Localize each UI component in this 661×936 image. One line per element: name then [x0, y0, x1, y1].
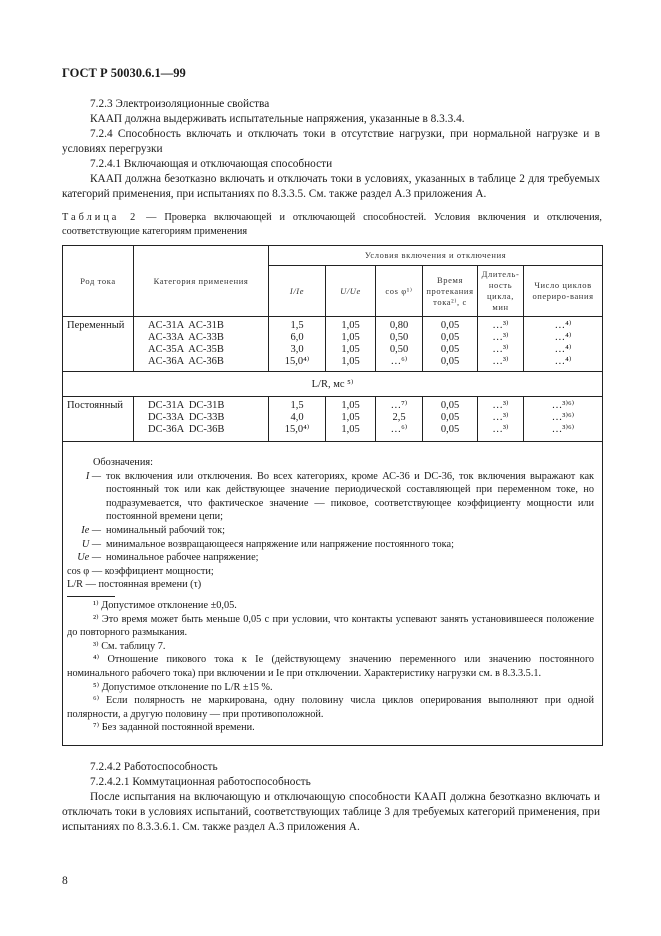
section-heading: 7.2.3 Электроизоляционные свойства: [90, 98, 270, 110]
top-text: [62, 97, 600, 202]
header-rod: Род тока: [63, 246, 134, 317]
legend-cos: cos φ — коэффициент мощности;: [67, 565, 214, 577]
cell-cos: [376, 397, 423, 442]
page-number: 8: [62, 874, 68, 887]
footnote: ⁵⁾ Допустимое отклонение по L/R ±15 %.: [93, 681, 273, 693]
footnote: ⁷⁾ Без заданной постоянной времени.: [93, 722, 255, 734]
legend-definition: номинальный рабочий ток;: [106, 524, 225, 536]
cell-line: 1,5: [290, 320, 304, 331]
legend-item: [67, 551, 594, 565]
footnote: ⁶⁾ Если полярность не маркирована, одну половину числа циклов оперирования выполняют при одной полярности, а другую половину — при противоположной.: [67, 695, 595, 720]
table-caption: [62, 211, 602, 238]
cell-line: …⁴⁾: [554, 356, 572, 367]
header-time: Время протекания тока²⁾, с: [423, 266, 478, 317]
cell-line: 1,05: [341, 320, 360, 331]
cell-line: 1,05: [341, 412, 360, 423]
cell-line: 0,05: [440, 400, 460, 411]
cell-line: …⁴⁾: [554, 332, 572, 343]
cell-cycles: [524, 317, 603, 372]
cell-line: 15,0⁴⁾: [284, 424, 310, 435]
cell-line: DC-33A DC-33B: [148, 412, 225, 423]
footnote: ³⁾ См. таблицу 7.: [93, 640, 166, 652]
cell-line: …⁶⁾: [390, 424, 408, 435]
legend-symbol: Ie —: [81, 524, 101, 536]
cell-line: 0,50: [389, 344, 409, 355]
cell-rod: Постоянный: [63, 397, 134, 442]
legend-definition: минимальное возвращающееся напряжение или напряжение постоянного тока;: [106, 538, 454, 550]
cell-line: …³⁾: [492, 412, 509, 423]
cell-time: [423, 397, 478, 442]
cell-line: 4,0: [290, 412, 304, 423]
cell-line: 0,05: [440, 356, 460, 367]
footnote: ⁴⁾ Отношение пикового тока к Ie (действующему значению переменного или значению постоянного номинального рабочего тока) при включении и Ie при отключении. Характеристику нагрузки см. в 8.3.3.5.1.: [67, 654, 595, 679]
table-row-dc: [63, 397, 603, 442]
table-caption-text: — Проверка включающей и отключающей способностей. Условия включения и отключения, соответствующие категориям применения: [62, 212, 602, 237]
bottom-text: [62, 760, 600, 835]
paragraph: КААП должна выдерживать испытательные напряжения, указанные в 8.3.3.4.: [90, 113, 465, 125]
footnotes: [67, 599, 594, 735]
cell-cos: [376, 317, 423, 372]
cell-line: …³⁾: [492, 356, 509, 367]
cell-line: …³⁾: [492, 400, 509, 411]
table-label: Таблица 2: [62, 212, 139, 223]
cell-line: 1,05: [341, 356, 360, 367]
footnote: ²⁾ Это время может быть меньше 0,05 с при условии, что контакты успевают занять установившееся положение до повторного размыкания.: [67, 613, 595, 639]
cell-line: AC-36A AC-36B: [148, 356, 224, 367]
header-cycles: Число циклов опериро-вания: [524, 266, 603, 317]
cell-line: …³⁾: [492, 320, 509, 331]
cell-line: …⁶⁾: [390, 356, 408, 367]
legend-item: [67, 470, 594, 524]
cell-i: [269, 397, 326, 442]
cell-line: …⁷⁾: [390, 400, 408, 411]
legend-definition: ток включения или отключения. Во всех категориях, кроме АС-36 и DC-36, ток включения выражают как постоянный ток или как действующее значение периодической составляющей при переменном токе, но подразумевается, что фактическое значение — пиковое, соответствующее коэффициенту мощности или постоянной времени цепи;: [106, 470, 595, 523]
cell-line: 0,80: [389, 320, 409, 331]
section-heading: 7.2.4 Способность включать и отключать токи в отсутствие нагрузки, при нормальной нагрузке и в условиях перегрузки: [62, 128, 600, 155]
cell-line: 2,5: [392, 412, 406, 423]
cell-line: 15,0⁴⁾: [284, 356, 310, 367]
footnote: ¹⁾ Допустимое отклонение ±0,05.: [93, 599, 237, 611]
table-and-following-text: [62, 245, 602, 917]
legend-symbol: Ue —: [77, 552, 101, 564]
table-row-ac: [63, 317, 603, 372]
cell-duration: [478, 317, 524, 372]
standard-header: ГОСТ Р 50030.6.1—99: [62, 66, 186, 80]
cell-line: 0,05: [440, 320, 460, 331]
cell-line: …³⁾⁶⁾: [551, 424, 575, 435]
table-2: [62, 245, 603, 746]
cell-line: 1,05: [341, 424, 360, 435]
cell-line: …³⁾⁶⁾: [551, 412, 575, 423]
legend-item: [67, 538, 594, 552]
cell-line: …³⁾: [492, 344, 509, 355]
cell-line: DC-36A DC-36B: [148, 424, 225, 435]
header-duration: Длитель-ность цикла, мин: [478, 266, 524, 317]
cell-line: 1,5: [290, 400, 304, 411]
footnote-divider: [67, 596, 115, 597]
legend-lr: L/R — постоянная времени (τ): [67, 579, 202, 591]
cell-line: 3,0: [290, 344, 304, 355]
cell-u: [326, 317, 376, 372]
cell-line: 6,0: [290, 332, 304, 343]
legend-symbol: I —: [85, 470, 101, 482]
legend-list: [67, 470, 594, 565]
legend-title: Обозначения:: [93, 457, 153, 468]
paragraph: КААП должна безотказно включать и отключать токи в условиях, указанных в таблице 2 для требуемых категорий применения, при испытаниях по 8.3.3.5. См. также раздел А.3 приложения А.: [62, 173, 600, 200]
paragraph: После испытания на включающую и отключающую способности КААП должна безотказно включать и отключать токи в условиях испытаний, соответствующих таблице 3 для требуемых категорий применения, при испытаниях по 8.3.3.6.1. См. также раздел А.3 приложения А.: [62, 790, 600, 833]
cell-categories: [134, 397, 269, 442]
cell-i: [269, 317, 326, 372]
cell-line: 1,05: [341, 332, 360, 343]
cell-rod: Переменный: [63, 317, 134, 372]
legend-item: [67, 524, 594, 538]
cell-line: 1,05: [341, 400, 360, 411]
cell-cycles: [524, 397, 603, 442]
cell-duration: [478, 397, 524, 442]
cell-line: 0,05: [440, 412, 460, 423]
header-i: I/Ie: [269, 266, 326, 317]
cell-line: …³⁾⁶⁾: [551, 400, 575, 411]
header-u: U/Ue: [326, 266, 376, 317]
cell-line: AC-35A AC-35B: [148, 344, 224, 355]
cell-line: AC-33A AC-33B: [148, 332, 224, 343]
legend-definition: номинальное рабочее напряжение;: [106, 552, 259, 564]
cell-categories: [134, 317, 269, 372]
cell-line: 1,05: [341, 344, 360, 355]
lr-row: L/R, мс ⁵⁾: [63, 372, 603, 397]
cell-line: 0,05: [440, 332, 460, 343]
cell-line: …⁴⁾: [554, 344, 572, 355]
cell-line: DC-31A DC-31B: [148, 400, 225, 411]
header-conditions: Условия включения и отключения: [269, 246, 603, 266]
cell-line: …⁴⁾: [554, 320, 572, 331]
cell-line: 0,05: [440, 344, 460, 355]
cell-u: [326, 397, 376, 442]
cell-line: …³⁾: [492, 332, 509, 343]
section-heading: 7.2.4.2 Работоспособность: [90, 760, 218, 773]
section-heading: 7.2.4.2.1 Коммутационная работоспособность: [90, 775, 311, 788]
cell-line: 0,50: [389, 332, 409, 343]
cell-line: …³⁾: [492, 424, 509, 435]
header-cos: cos φ¹⁾: [376, 266, 423, 317]
header-category: Категория применения: [134, 246, 269, 317]
cell-time: [423, 317, 478, 372]
table-notes: [63, 442, 603, 746]
section-heading: 7.2.4.1 Включающая и отключающая способности: [90, 158, 333, 170]
cell-line: AC-31A AC-31B: [148, 320, 224, 331]
cell-line: 0,05: [440, 424, 460, 435]
legend-symbol: U —: [81, 538, 101, 550]
